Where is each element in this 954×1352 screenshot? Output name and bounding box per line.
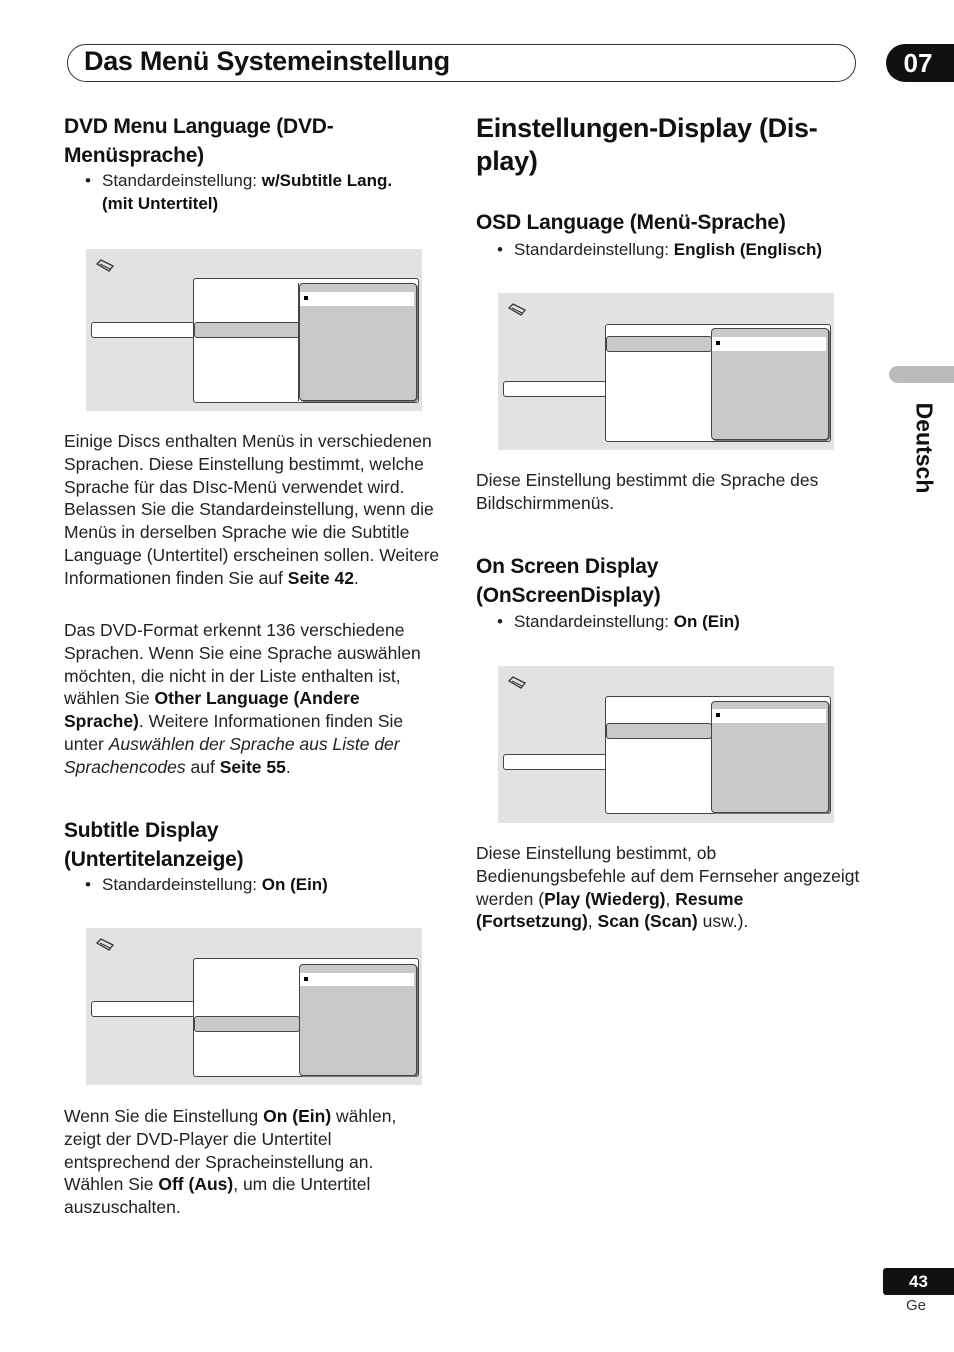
on-screen-display-default-setting: • Standardeinstellung: On (Ein): [514, 610, 740, 633]
language-label: Deutsch: [911, 402, 938, 494]
osd-language-screen: [498, 293, 834, 450]
page-number: 43: [883, 1268, 954, 1295]
subtitle-display-paragraph: Wenn Sie die Einstellung On (Ein) wählen, zeigt der DVD-Player die Untertitel entsprechend der Spracheinstellung an. Wählen Sie Off (Aus), um die Untertitel auszuschalten.: [64, 1106, 397, 1218]
language-tab-marker: [889, 366, 954, 383]
subtitle-display-screen: [86, 928, 422, 1085]
on-screen-display-heading: On Screen Display (OnScreenDisplay): [476, 555, 661, 607]
dvd-menu-default-setting: • Standardeinstellung: w/Subtitle Lang. (mit Untertitel): [102, 169, 392, 215]
selected-option: [712, 709, 826, 723]
menu-item-box: [503, 754, 607, 770]
chapter-badge: 07: [886, 44, 954, 82]
dvd-menu-screen: [86, 249, 422, 411]
on-screen-display-screen: [498, 666, 834, 823]
osd-language-paragraph: Diese Einstellung bestimmt die Sprache des Bildschirmmenüs.: [476, 470, 819, 513]
highlighted-option: [606, 336, 712, 352]
dvd-menu-paragraph-2: Das DVD-Format erkennt 136 verschiedene Sprachen. Wenn Sie eine Sprache auswählen möchten, die nicht in der Liste enthalten ist, wählen Sie Other Language (Andere Sprache). Weitere Informationen finden Sie unter Auswählen der Sprache aus Liste der Sprachencodes auf Seite 55.: [64, 620, 421, 777]
tag-icon: [507, 676, 527, 690]
on-screen-display-paragraph: Diese Einstellung bestimmt, ob Bedienungsbefehle auf dem Fernseher angezeigt werden (Play (Wiederg), Resume (Fortsetzung), Scan (Scan) usw.).: [476, 843, 860, 932]
osd-language-default-setting: • Standardeinstellung: English (Englisch): [514, 238, 822, 261]
selected-option: [300, 973, 414, 986]
menu-item-box: [91, 1001, 195, 1017]
display-settings-title: Einstellungen-Display (Dis- play): [476, 113, 818, 176]
menu-item-box: [503, 381, 607, 397]
highlighted-option: [194, 1016, 300, 1032]
language-code: Ge: [906, 1297, 927, 1314]
subtitle-display-heading: Subtitle Display (Untertitelanzeige): [64, 819, 244, 871]
dvd-menu-paragraph-1: Einige Discs enthalten Menüs in verschiedenen Sprachen. Diese Einstellung bestimmt, welche Sprache für das DIsc-Menü verwendet wird. Belassen Sie die Standardeinstellung, wenn die Menüs in derselben Sprache wie die Subtitle Language (Untertitel) erscheinen sollen. Weitere Informationen finden Sie auf Seite 42.: [64, 431, 440, 588]
tag-icon: [95, 938, 115, 952]
subtitle-display-default-setting: • Standardeinstellung: On (Ein): [102, 873, 328, 896]
dvd-menu-language-heading: DVD Menu Language (DVD- Menüsprache): [64, 115, 334, 167]
tag-icon: [507, 303, 527, 317]
osd-language-heading: OSD Language (Menü-Sprache): [476, 211, 786, 234]
selected-option: [712, 337, 826, 351]
menu-item-box: [91, 322, 195, 338]
page-title: Das Menü Systemeinstellung: [84, 46, 450, 76]
highlighted-option: [194, 322, 300, 338]
highlighted-option: [606, 723, 712, 739]
selected-option: [300, 292, 414, 306]
tag-icon: [95, 259, 115, 273]
